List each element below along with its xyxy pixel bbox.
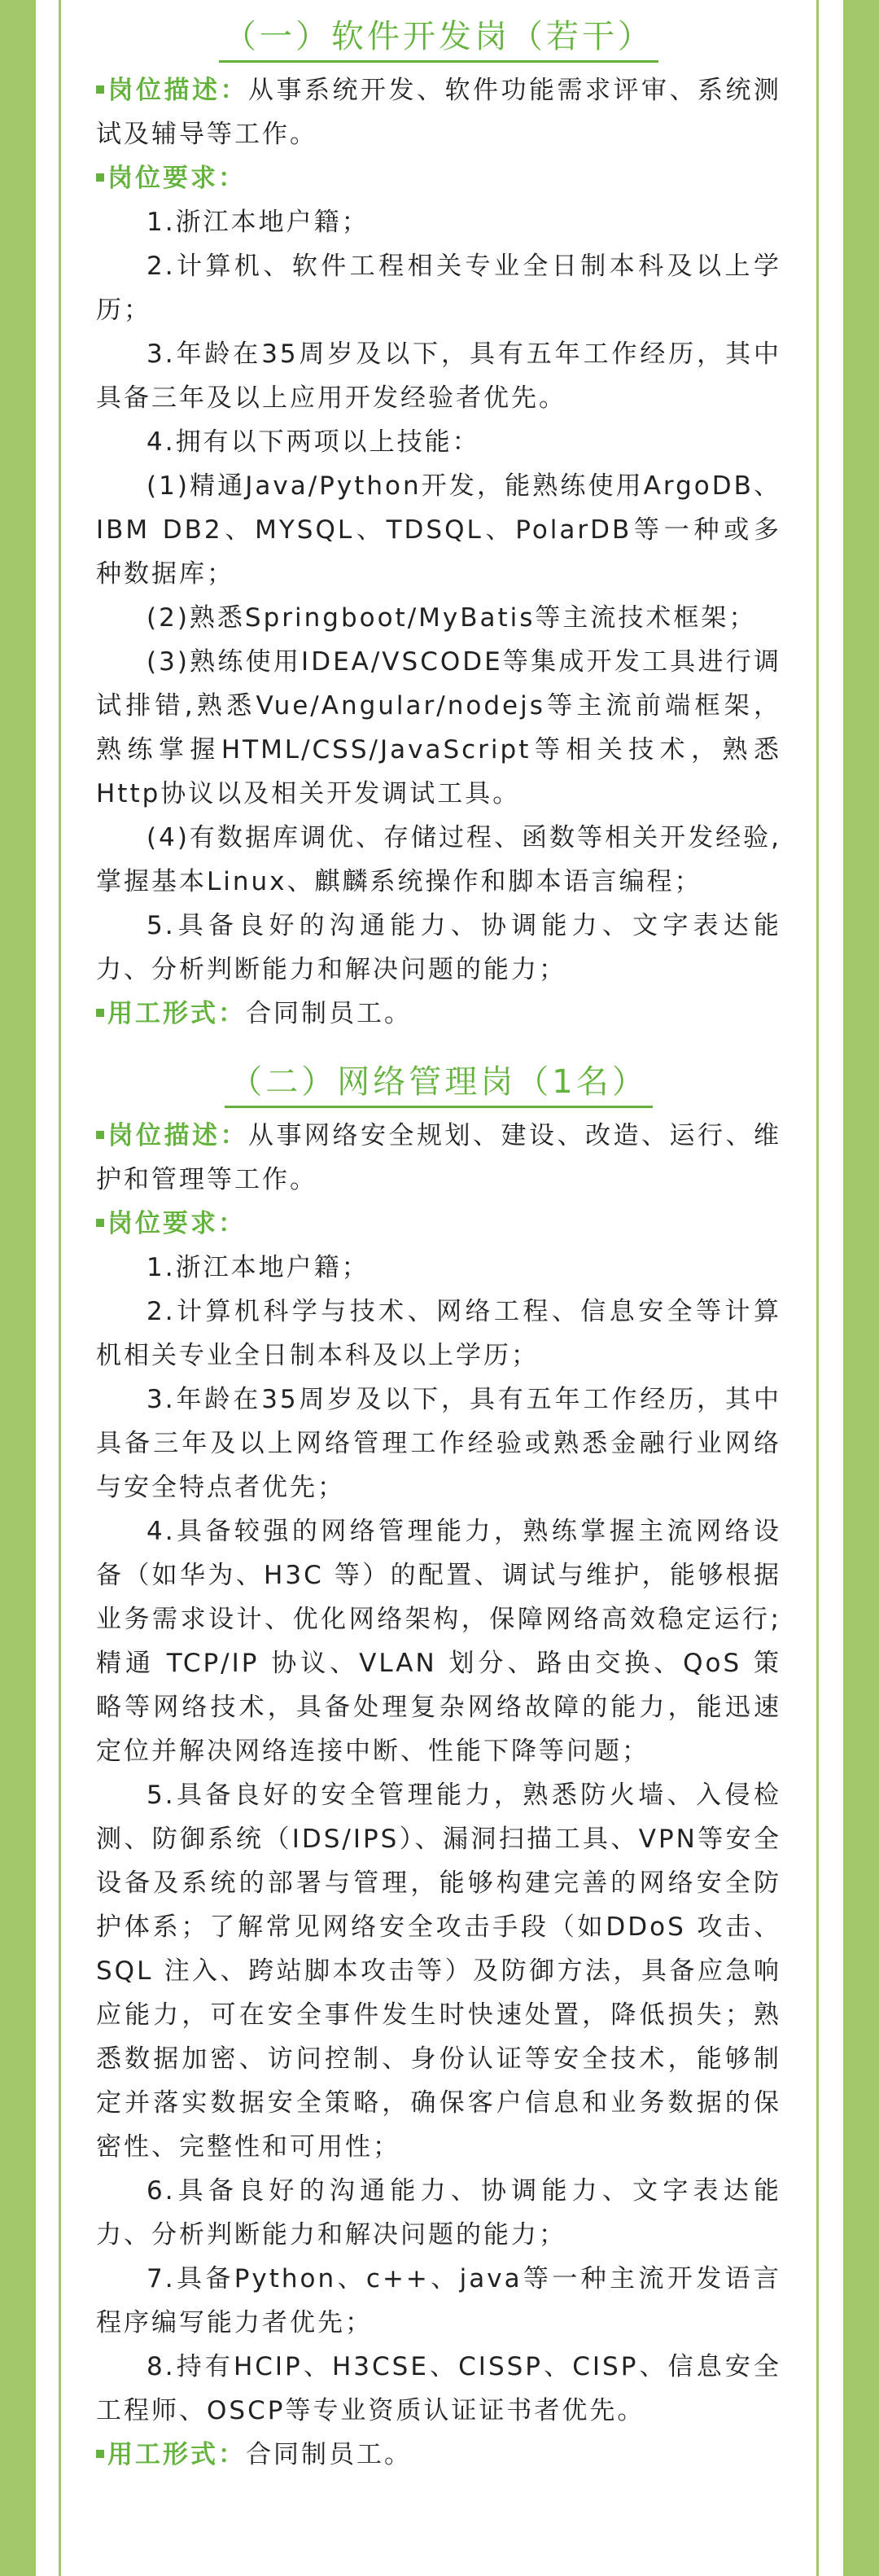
description-text: 从事系统开发、软件功能需求评审、系统测试及辅导等工作。: [96, 76, 781, 149]
requirements-heading: [96, 1202, 781, 1246]
requirement-item: 6.具备良好的沟通能力、协调能力、文字表达能力、分析判断能力和解决问题的能力；: [96, 2176, 781, 2250]
requirement-item: (1)精通Java/Python开发，能熟练使用ArgoDB、IBM DB2、MYSQL、TDSQL、PolarDB等一种或多种数据库；: [96, 471, 781, 589]
bullet-square-icon: [96, 173, 104, 182]
description-text: 从事网络安全规划、建设、改造、运行、维护和管理等工作。: [96, 1121, 781, 1194]
requirement-item: (2)熟悉Springboot/MyBatis等主流技术框架；: [146, 603, 757, 633]
employment-form-label: 用工形式：: [107, 999, 246, 1028]
requirement-item: 4.拥有以下两项以上技能：: [146, 427, 480, 457]
requirement-item: 7.具备Python、c++、java等一种主流开发语言程序编写能力者优先；: [96, 2264, 781, 2337]
description-line: [96, 1114, 781, 1202]
employment-form-text: 合同制员工。: [246, 999, 412, 1028]
requirements-label: 岗位要求：: [107, 1209, 246, 1238]
section-network-admin: [96, 1055, 781, 2477]
employment-form-line: [96, 2433, 781, 2477]
requirement-item: 5.具备良好的沟通能力、协调能力、文字表达能力、分析判断能力和解决问题的能力；: [96, 911, 781, 984]
requirements-heading: [96, 156, 781, 200]
bullet-square-icon: [96, 1219, 104, 1227]
section-software-dev: [96, 10, 781, 1036]
requirement-item: 8.持有HCIP、H3CSE、CISSP、CISP、信息安全工程师、OSCP等专业资质认证证书者优先。: [96, 2352, 781, 2425]
requirement-item: 2.计算机、软件工程相关专业全日制本科及以上学历；: [96, 252, 781, 325]
employment-form-label: 用工形式：: [107, 2440, 246, 2469]
description-label: 岗位描述：: [107, 76, 248, 105]
requirement-item: 1.浙江本地户籍；: [146, 208, 370, 237]
bullet-square-icon: [96, 1131, 104, 1139]
requirement-item: 4.具备较强的网络管理能力，熟练掌握主流网络设备（如华为、H3C 等）的配置、调试与维护，能够根据业务需求设计、优化网络架构，保障网络高效稳定运行;精通 TCP/IP 协议、VLAN 划分、路由交换、QoS 策略等网络技术，具备处理复杂网络故障的能力，能迅速定位并解决网络连接中断、性能下降等问题；: [96, 1517, 781, 1766]
bullet-square-icon: [96, 85, 104, 94]
description-label: 岗位描述：: [107, 1121, 248, 1150]
requirements-label: 岗位要求：: [107, 164, 246, 193]
requirement-item: 1.浙江本地户籍；: [146, 1253, 370, 1282]
description-line: [96, 68, 781, 156]
employment-form-line: [96, 992, 781, 1036]
job-posting-content: [96, 0, 781, 2477]
requirement-item: (4)有数据库调优、存储过程、函数等相关开发经验,掌握基本Linux、麒麟系统操作和脚本语言编程；: [96, 823, 781, 896]
requirement-item: 5.具备良好的安全管理能力，熟悉防火墙、入侵检测、防御系统（IDS/IPS）、漏洞扫描工具、VPN等安全设备及系统的部署与管理，能够构建完善的网络安全防护体系；了解常见网络安全攻击手段（如DDoS 攻击、SQL 注入、跨站脚本攻击等）及防御方法，具备应急响应能力，可在安全事件发生时快速处置，降低损失；熟悉数据加密、访问控制、身份认证等安全技术，能够制定并落实数据安全策略，确保客户信息和业务数据的保密性、完整性和可用性；: [96, 1781, 781, 2162]
bullet-square-icon: [96, 2450, 104, 2458]
bullet-square-icon: [96, 1009, 104, 1017]
requirement-item: 2.计算机科学与技术、网络工程、信息安全等计算机相关专业全日制本科及以上学历；: [96, 1297, 781, 1370]
requirement-item: (3)熟练使用IDEA/VSCODE等集成开发工具进行调试排错,熟悉Vue/Angular/nodejs等主流前端框架，熟练掌握HTML/CSS/JavaScript等相关技术，熟悉Http协议以及相关开发调试工具。: [96, 647, 781, 808]
section-title: （一）软件开发岗（若干）: [96, 10, 781, 64]
requirement-item: 3.年龄在35周岁及以下，具有五年工作经历，其中具备三年及以上应用开发经验者优先。: [96, 340, 781, 413]
section-title: （二）网络管理岗（1名）: [96, 1055, 781, 1109]
employment-form-text: 合同制员工。: [246, 2440, 412, 2469]
requirement-item: 3.年龄在35周岁及以下，具有五年工作经历，其中具备三年及以上网络管理工作经验或熟悉金融行业网络与安全特点者优先；: [96, 1385, 781, 1502]
